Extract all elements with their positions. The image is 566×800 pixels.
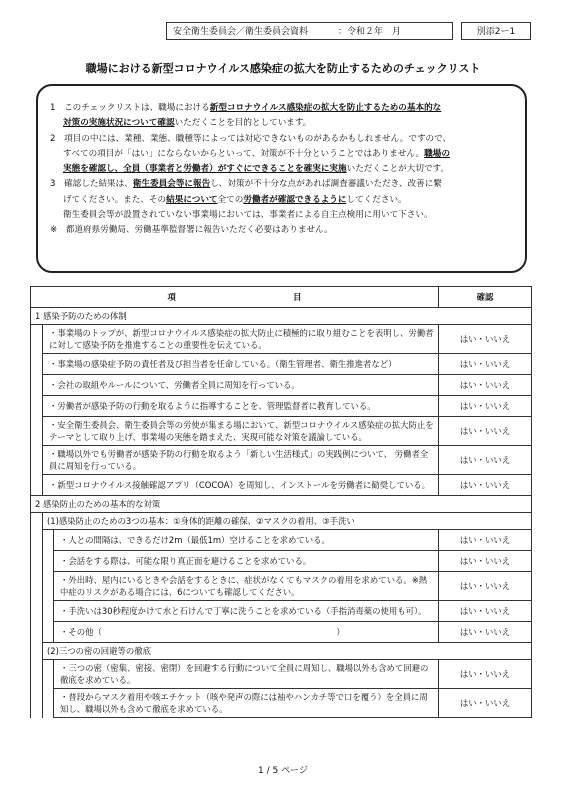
checklist-table	[30, 286, 532, 718]
checklist-item-text: ・外出時、屋内にいるときや会話をするときに、症状がなくてもマスクの着用を求めている。※熱中症のリスクがある場合には、6についても確認してください。	[54, 572, 439, 601]
intro-note: ※ 都道府県労働局、労働基準監督署に報告いただく必要はありません。	[50, 225, 333, 236]
table-row	[31, 660, 532, 689]
checklist-item-text: ・人との間隔は、できるだけ2m（最低1m）空けることを求めている。	[54, 530, 439, 551]
answer-cell[interactable]: はい・いいえ	[439, 325, 532, 354]
answer-cell[interactable]: はい・いいえ	[439, 622, 532, 643]
answer-cell[interactable]: はい・いいえ	[439, 354, 532, 375]
checklist-item-text: ・事業場の感染症予防の責任者及び担当者を任命している。（衛生管理者、衛生推進者など）	[43, 354, 439, 375]
intro-box: 1 このチェックリストは、職場における新型コロナウイルス感染症の拡大を防止するための基本的な 対策の実施状況について確認いただくことを目的としています。 2 項目の中には、業種、業態、職種等によっては対応できないものがあるかもしれません。ですので、 すべての項目が「はい」にならないからといって、対策が不十分ということではありません。職場の 実態を確認し、全員（事業者と労働者）がすぐにできることを確実に実施いただくことが大切です。 3 確認した結果は、衛生委員会等に報告し、対策が不十分な点があれば調査審議いただき、改善に繋 げてください。また、その結果について全ての労働者が確認できるようにしてください。 衛生委員会等が設置されていない事業場においては、事業者による自主点検用に用いて下さい。 ※ 都道府県労働局、労働基準監督署に報告いただく必要はありません。	[36, 84, 527, 273]
table-header-row	[31, 287, 532, 308]
table-row	[31, 354, 532, 375]
checklist-item-text: ・三つの密（密集、密接、密閉）を回避する行動について全員に周知し、職場以外も含めて回避の徹底を求めている。	[54, 660, 439, 689]
column-header-item: 項 目	[31, 287, 439, 308]
subsection-1-title: (1)感染防止のための3つの基本：①身体的距離の確保、②マスクの着用、③手洗い	[43, 513, 532, 530]
answer-cell[interactable]: はい・いいえ	[439, 530, 532, 551]
checklist-item-text: ・会社の取組やルールについて、労働者全員に周知を行っている。	[43, 375, 439, 396]
checklist-item-text: ・事業場のトップが、新型コロナウイルス感染症の拡大防止に積極的に取り組むことを表明し、労働者に対して感染予防を推進することの重要性を伝えている。	[43, 325, 439, 354]
checklist-item-text: ・職場以外でも労働者が感染予防の行動を取るよう「新しい生活様式」の実践例について、 労働者全員に周知を行っている。	[43, 446, 439, 475]
section-row	[31, 496, 532, 513]
table-row	[31, 396, 532, 417]
subsection-row	[31, 643, 532, 660]
table-row	[31, 446, 532, 475]
table-row	[31, 530, 532, 551]
checklist-item-text: ・労働者が感染予防の行動を取るように指導することを、管理監督者に教育している。	[43, 396, 439, 417]
answer-cell[interactable]: はい・いいえ	[439, 475, 532, 496]
intro-paragraph-3: 3 確認した結果は、衛生委員会等に報告し、対策が不十分な点があれば調査審議いただき、改善に繋	[50, 179, 442, 190]
document-header-box	[166, 22, 453, 40]
subsection-row	[31, 513, 532, 530]
table-row	[31, 551, 532, 572]
section-row	[31, 308, 532, 325]
table-row	[31, 375, 532, 396]
checklist-item-text: ・新型コロナウイルス接触確認アプリ（COCOA）を周知し、インストールを労働者に勧奨している。	[43, 475, 439, 496]
table-row	[31, 475, 532, 496]
table-row	[31, 417, 532, 446]
checklist-item-text: ・安全衛生委員会、衛生委員会等の労使が集まる場において、新型コロナウイルス感染症の拡大防止をテーマとして取り上げ、事業場の実態を踏まえた、実現可能な対策を議論している。	[43, 417, 439, 446]
annex-label: 別添2ー1	[461, 22, 531, 40]
answer-cell[interactable]: はい・いいえ	[439, 446, 532, 475]
column-header-check: 確認	[439, 287, 532, 308]
answer-cell[interactable]: はい・いいえ	[439, 572, 532, 601]
table-row	[31, 601, 532, 622]
table-row	[31, 572, 532, 601]
page-title: 職場における新型コロナウイルス感染症の拡大を防止するためのチェックリスト	[85, 62, 481, 75]
answer-cell[interactable]: はい・いいえ	[439, 551, 532, 572]
date-label: ：令和２年 月	[338, 27, 402, 37]
page-number: 1 / 5 ページ	[258, 766, 308, 776]
answer-cell[interactable]: はい・いいえ	[439, 689, 532, 718]
answer-cell[interactable]: はい・いいえ	[439, 375, 532, 396]
answer-cell[interactable]: はい・いいえ	[439, 660, 532, 689]
section-2-title: 2 感染防止のための基本的な対策	[31, 496, 532, 513]
checklist-item-text: ・会話をする際は、可能な限り真正面を避けることを求めている。	[54, 551, 439, 572]
checklist-item-text: ・その他（ ）	[54, 622, 439, 643]
section-1-title: 1 感染予防のための体制	[31, 308, 532, 325]
checklist-item-text: ・普段からマスク着用や咳エチケット（咳や発声の際には袖やハンカチ等で口を覆う）を全員に周知し、職場以外も含めて徹底を求めている。	[54, 689, 439, 718]
intro-paragraph-1: 1 このチェックリストは、職場における新型コロナウイルス感染症の拡大を防止するための基本的な	[50, 103, 442, 113]
answer-cell[interactable]: はい・いいえ	[439, 396, 532, 417]
table-row	[31, 689, 532, 718]
table-row	[31, 622, 532, 643]
intro-paragraph-2: 2 項目の中には、業種、業態、職種等によっては対応できないものがあるかもしれません。ですので、	[50, 133, 452, 144]
table-row	[31, 325, 532, 354]
committee-label: 安全衛生委員会／衛生委員会資料	[173, 27, 309, 37]
subsection-2-title: (2)三つの密の回避等の徹底	[43, 643, 532, 660]
answer-cell[interactable]: はい・いいえ	[439, 601, 532, 622]
checklist-item-text: ・手洗いは30秒程度かけて水と石けんで丁寧に洗うことを求めている（手指消毒薬の使用も可）。	[54, 601, 439, 622]
answer-cell[interactable]: はい・いいえ	[439, 417, 532, 446]
